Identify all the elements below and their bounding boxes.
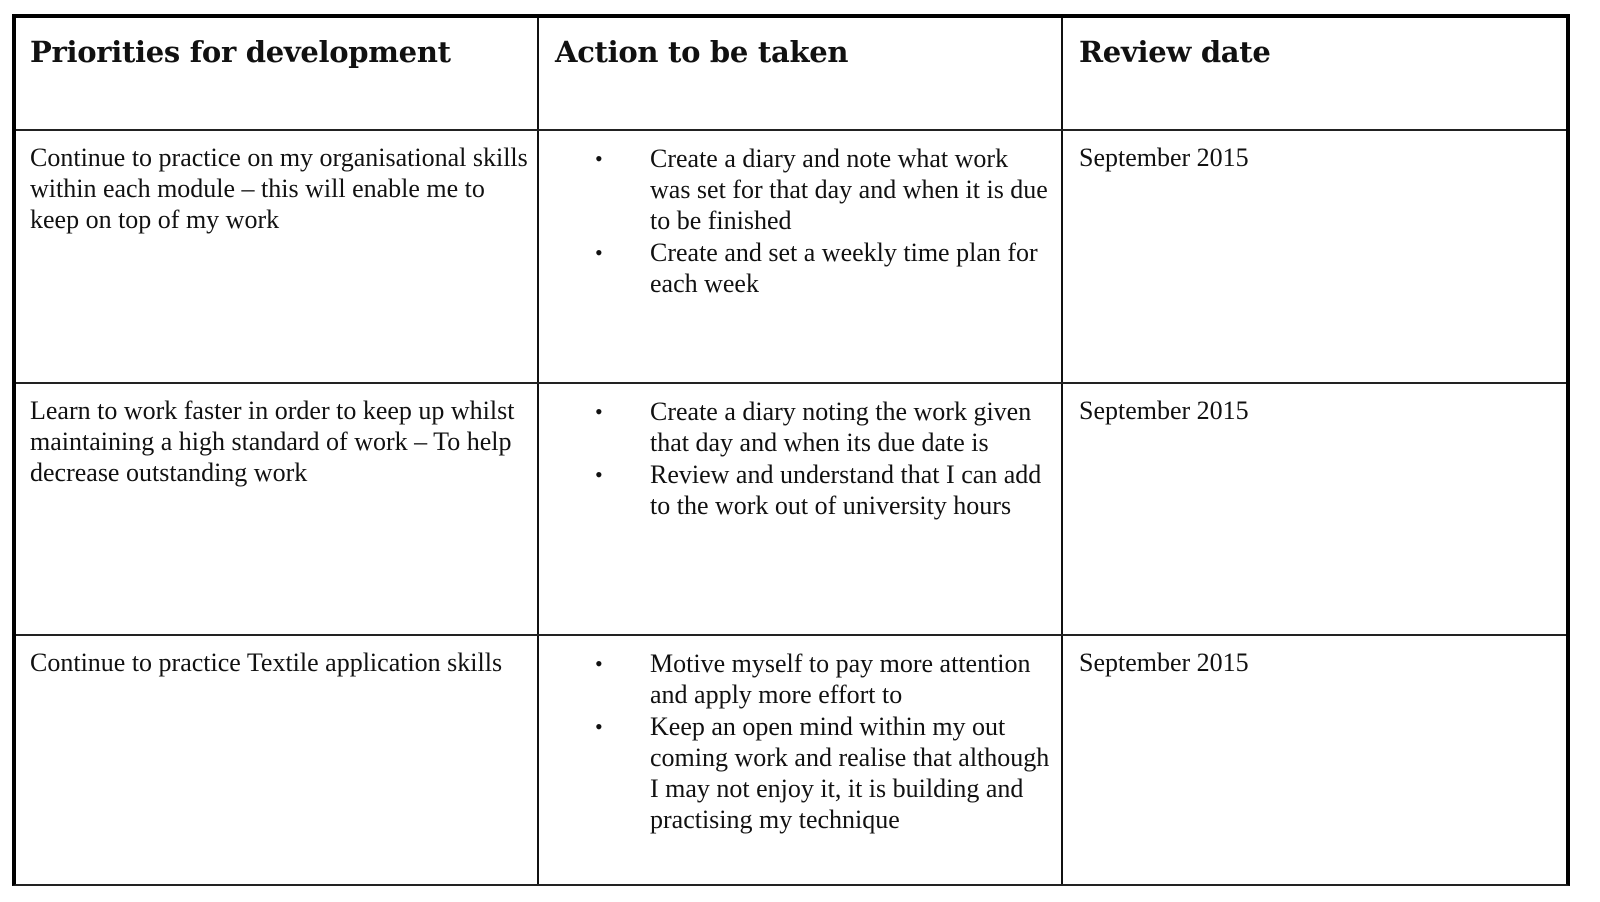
table-row-2-actions [555,396,1055,522]
bullet-icon: • [595,146,603,171]
row-divider [16,634,1566,636]
bullet-icon: • [595,462,603,487]
column-divider [1061,18,1063,884]
table-row-2-priority: Learn to work faster in order to keep up whilst maintaining a high standard of work – To help decrease outstanding work [30,396,515,487]
table-row-3-actions [555,648,1055,836]
table-row-2-review-date: September 2015 [1079,396,1249,425]
table-row-3-review-date: September 2015 [1079,648,1249,677]
header-action: Action to be taken [555,35,849,69]
header-priorities: Priorities for development [30,35,451,69]
bullet-icon: • [595,651,603,676]
row-divider [16,382,1566,384]
row-divider [16,129,1566,131]
action-item: • Keep an open mind within my out coming work and realise that although I may not enjoy it, it is building and practising my technique [595,712,1050,834]
development-plan-table [12,14,1570,886]
action-item: • Create a diary and note what work was set for that day and when it is due to be finished [595,144,1048,235]
table-row-1-actions [555,143,1055,300]
bullet-icon: • [595,714,603,739]
table-row-1-priority: Continue to practice on my organisational skills within each module – this will enable me to keep on top of my work [30,143,528,234]
bullet-icon: • [595,399,603,424]
action-item: • Review and understand that I can add to the work out of university hours [595,460,1042,520]
action-item: • Create a diary noting the work given that day and when its due date is [595,397,1032,457]
action-item: • Motive myself to pay more attention and apply more effort to [595,649,1031,709]
bullet-icon: • [595,240,603,265]
column-divider [537,18,539,884]
table-row-3-priority: Continue to practice Textile application skills [30,648,503,677]
table-row-1-review-date: September 2015 [1079,143,1249,172]
header-review-date: Review date [1079,35,1271,69]
action-item: • Create and set a weekly time plan for each week [595,238,1038,298]
